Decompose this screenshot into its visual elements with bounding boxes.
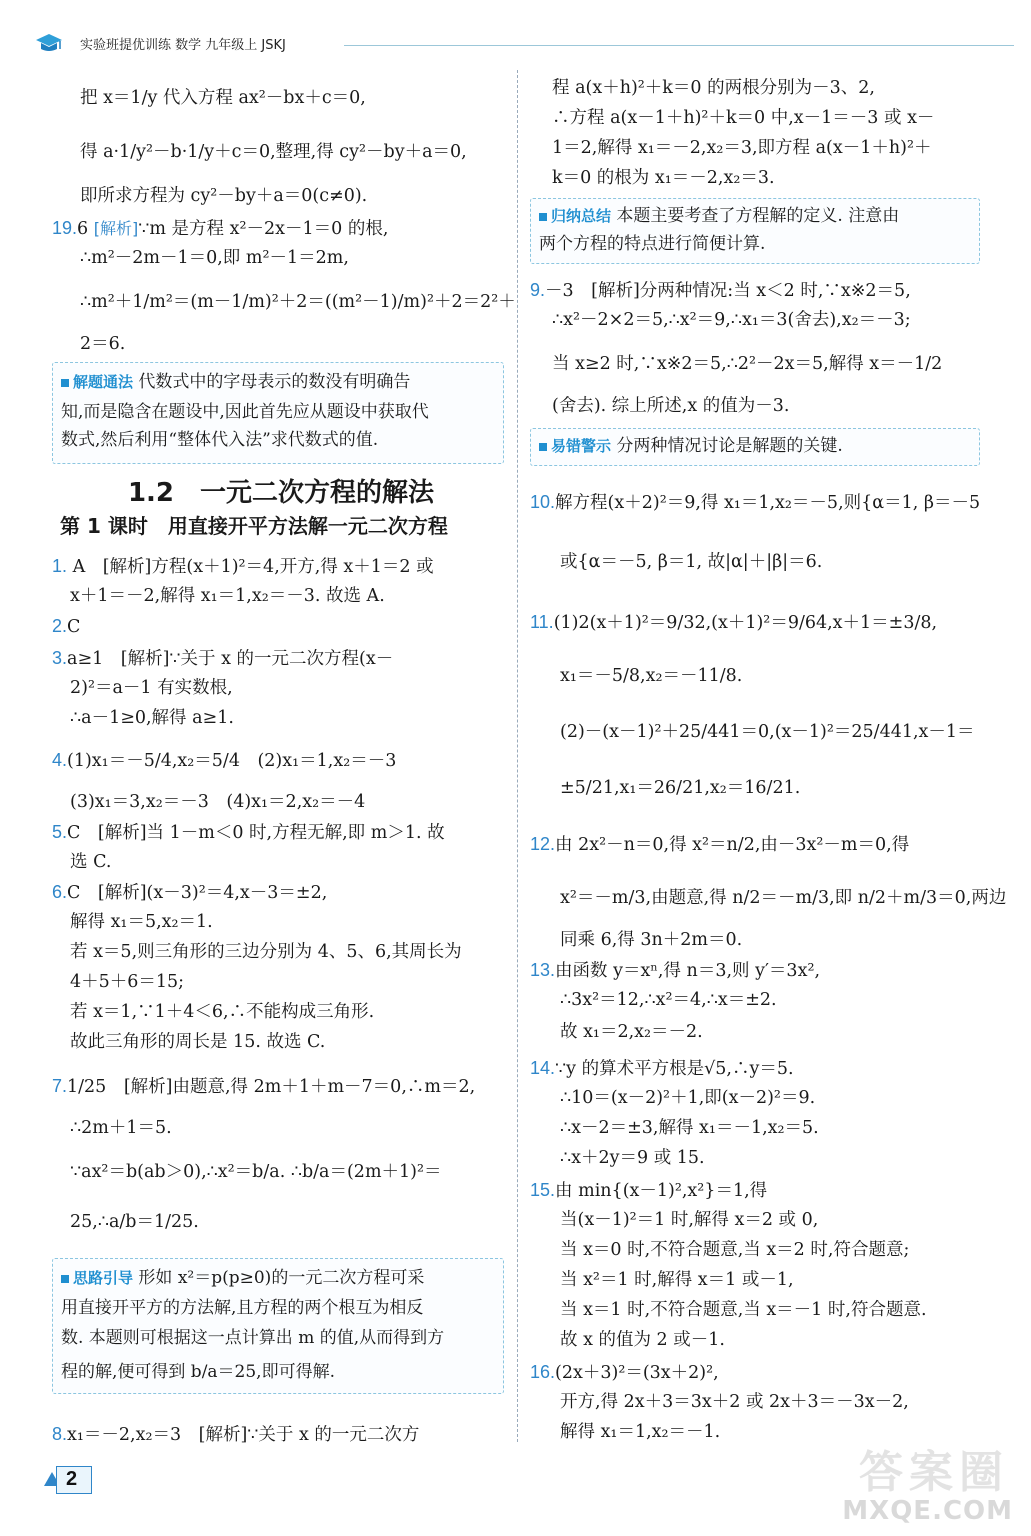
question-number: 11. [530,612,554,632]
text-line: ∴m²－2m－1＝0,即 m²－1＝2m, [80,248,349,268]
text-line: x₁＝－5/8,x₂＝－11/8. [560,666,743,686]
square-bullet-icon [539,213,547,221]
text-line: 数式,然后利用“整体代入法”求代数式的值. [61,430,379,450]
question-11 [530,610,937,635]
text-line: x＋1＝－2,解得 x₁＝1,x₂＝－3. 故选 A. [70,586,385,606]
graduation-cap-icon [34,32,64,54]
question-19 [52,216,388,241]
text-line: 选 C. [70,852,112,872]
tip-box-warning [530,428,980,466]
square-bullet-icon [539,443,547,451]
question-number: 4. [52,750,68,770]
question-number: 13. [530,960,556,980]
text-line: 故 x 的值为 2 或－1. [560,1330,725,1350]
text-line: 若 x＝5,则三角形的三边分别为 4、5、6,其周长为 [70,942,462,962]
question-number: 16. [530,1362,556,1382]
text-line: x²＝－m/3,由题意,得 n/2＝－m/3,即 n/2＋m/3＝0,两边 [560,888,1007,908]
page-header [34,32,984,56]
text-line: 当 x＝0 时,不符合题意,当 x＝2 时,符合题意; [560,1240,910,1260]
section-title: 1.2 一元二次方程的解法 [127,478,435,508]
text-line: ∵m 是方程 x²－2x－1＝0 的根, [138,219,389,239]
text-line: 由 2x²－n＝0,得 x²＝n/2,由－3x²－m＝0,得 [555,835,910,855]
question-6 [52,880,327,905]
text-line: 本题主要考查了方程解的定义. 注意由 [616,206,900,226]
text-line: 数. 本题则可根据这一点计算出 m 的值,从而得到方 [61,1328,445,1348]
question-9 [530,278,911,303]
question-number: 7. [52,1076,68,1096]
text-line: 故此三角形的周长是 15. 故选 C. [70,1032,326,1052]
text-line: 解得 x₁＝1,x₂＝－1. [560,1422,721,1442]
text-line: 程的解,便可得到 b/a＝25,即可得解. [61,1362,335,1382]
text-line: C [解析](x－3)²＝4,x－3＝±2, [67,883,328,903]
square-bullet-icon [61,1275,69,1283]
page-number-badge [44,1466,90,1494]
question-number: 2. [52,616,68,636]
question-number: 6. [52,882,68,902]
text-line: ±5/21,x₁＝26/21,x₂＝16/21. [560,778,801,798]
text-line: ∴x＋2y＝9 或 15. [560,1148,705,1168]
text-line: 形如 x²＝p(p≥0)的一元二次方程可采 [138,1268,425,1288]
question-3 [52,646,393,671]
text-line: 或{α＝－5, β＝1, 故|α|＋|β|＝6. [560,552,823,572]
question-number: 9. [530,280,546,300]
text-line: (1)2(x＋1)²＝9/32,(x＋1)²＝9/64,x＋1＝±3/8, [553,613,938,633]
book-title: 实验班提优训练 数学 九年级上 JSKJ [80,38,286,53]
question-number: 12. [530,834,556,854]
question-16 [530,1360,719,1385]
text-line: 故 x₁＝2,x₂＝－2. [560,1022,703,1042]
text-line: 用直接开平方的方法解,且方程的两个根互为相反 [61,1298,424,1318]
question-number: 1. [52,556,68,576]
text-line: 1/25 [解析]由题意,得 2m＋1＋m－7＝0,∴m＝2, [67,1077,476,1097]
question-number: 5. [52,822,68,842]
question-5 [52,820,445,845]
text-line: A [解析]方程(x＋1)²＝4,开方,得 x＋1＝2 或 [72,557,434,577]
text-line: －3 [解析]分两种情况:当 x＜2 时,∵x※2＝5, [545,281,911,301]
text-line: ∴x²－2×2＝5,∴x²＝9,∴x₁＝3(舍去),x₂＝－3; [552,310,911,330]
text-line: (3)x₁＝3,x₂＝－3 (4)x₁＝2,x₂＝－4 [70,792,366,812]
lesson-title: 第 1 课时 用直接开平方法解一元二次方程 [60,514,448,538]
text-line: 当 x²＝1 时,解得 x＝1 或－1, [560,1270,794,1290]
text-line: 解得 x₁＝5,x₂＝1. [70,912,213,932]
question-number: 10. [530,492,556,512]
text-line: (1)x₁＝－5/4,x₂＝5/4 (2)x₁＝1,x₂＝－3 [67,751,397,771]
text-line: ∵y 的算术平方根是√5,∴y＝5. [555,1059,794,1079]
text-line: ∴方程 a(x－1＋h)²＋k＝0 中,x－1＝－3 或 x－ [552,108,935,128]
question-7 [52,1074,475,1099]
text-line: 当(x－1)²＝1 时,解得 x＝2 或 0, [560,1210,819,1230]
text-line: 即所求方程为 cy²－by＋a＝0(c≠0). [80,186,368,206]
header-rule [344,45,1014,46]
text-line: 1＝2,解得 x₁＝－2,x₂＝3,即方程 a(x－1＋h)²＋ [552,138,932,158]
text-line: 得 a·1/y²－b·1/y＋c＝0,整理,得 cy²－by＋a＝0, [80,142,467,162]
text-line: ∴m²＋1/m²＝(m－1/m)²＋2＝((m²－1)/m)²＋2＝2²＋ [80,292,516,312]
text-line: k＝0 的根为 x₁＝－2,x₂＝3. [552,168,775,188]
text-line: ∴a－1≥0,解得 a≥1. [70,708,234,728]
tip-box-guide [52,1258,504,1394]
tip-box-method [52,362,504,464]
question-2 [52,614,80,639]
text-line: 当 x＝1 时,不符合题意,当 x＝－1 时,符合题意. [560,1300,927,1320]
tip-label: 解题通法 [61,373,133,391]
question-number: 14. [530,1058,556,1078]
question-number: 19. [52,218,78,238]
question-13 [530,958,820,983]
text-line: 把 x＝1/y 代入方程 ax²－bx＋c＝0, [80,88,366,108]
text-line: 25,∴a/b＝1/25. [70,1212,199,1232]
answer: 6 [77,219,89,239]
watermark-url: MXQE.COM [842,1496,1013,1526]
text-line: 分两种情况讨论是解题的关键. [616,436,843,456]
text-line: 若 x＝1,∵1＋4＜6,∴不能构成三角形. [70,1002,375,1022]
text-line: (舍去). 综上所述,x 的值为－3. [552,396,790,416]
tip-label: 易错警示 [539,437,611,455]
tip-label: 归纳总结 [539,207,611,225]
question-10 [530,490,980,515]
column-divider [517,70,518,1442]
text-line: 同乘 6,得 3n＋2m＝0. [560,930,743,950]
text-line: x₁＝－2,x₂＝3 [解析]∵关于 x 的一元二次方 [67,1425,420,1445]
text-line: 2＝6. [80,334,126,354]
text-line: (2)－(x－1)²＋25/441＝0,(x－1)²＝25/441,x－1＝ [560,722,975,742]
text-line: a≥1 [解析]∵关于 x 的一元二次方程(x－ [67,649,394,669]
analysis-tag: [解析] [93,219,139,238]
text-line: ∴x－2＝±3,解得 x₁＝－1,x₂＝5. [560,1118,819,1138]
text-line: ∴2m＋1＝5. [70,1118,172,1138]
question-4 [52,748,396,773]
text-line: 由 min{(x－1)²,x²}＝1,得 [555,1181,768,1201]
tip-box-summary [530,198,980,264]
text-line: 由函数 y＝xⁿ,得 n＝3,则 y′＝3x², [555,961,821,981]
watermark-logo-text: 答案圈 [859,1447,1009,1498]
text-line: 知,而是隐含在题设中,因此首先应从题设中获取代 [61,402,429,422]
question-8 [52,1422,419,1447]
question-number: 3. [52,648,68,668]
text-line: 代数式中的字母表示的数没有明确告 [138,372,411,392]
text-line: 解方程(x＋2)²＝9,得 x₁＝1,x₂＝－5,则{α＝1, β＝－5 [555,493,981,513]
text-line: 4＋5＋6＝15; [70,972,185,992]
text-line: 当 x≥2 时,∵x※2＝5,∴2²－2x＝5,解得 x＝－1/2 [552,354,943,374]
text-line: 开方,得 2x＋3＝3x＋2 或 2x＋3＝－3x－2, [560,1392,909,1412]
text-line: C [解析]当 1－m＜0 时,方程无解,即 m＞1. 故 [67,823,445,843]
text-line: 两个方程的特点进行简便计算. [539,234,766,254]
text-line: (2x＋3)²＝(3x＋2)², [555,1363,719,1383]
question-1 [52,554,434,579]
question-number: 15. [530,1180,556,1200]
question-14 [530,1056,794,1081]
text-line: 2)²＝a－1 有实数根, [70,678,233,698]
question-number: 8. [52,1424,68,1444]
tip-label: 思路引导 [61,1269,133,1287]
question-12 [530,832,909,857]
answer: C [67,617,81,637]
square-bullet-icon [61,379,69,387]
question-15 [530,1178,767,1203]
text-line: ∴10＝(x－2)²＋1,即(x－2)²＝9. [560,1088,816,1108]
text-line: ∴3x²＝12,∴x²＝4,∴x＝±2. [560,990,777,1010]
watermark [829,1446,1019,1526]
text-line: 程 a(x＋h)²＋k＝0 的两根分别为－3、2, [552,78,875,98]
text-line: ∵ax²＝b(ab＞0),∴x²＝b/a. ∴b/a＝(2m＋1)²＝ [70,1162,442,1182]
page-number: 2 [66,1468,78,1490]
